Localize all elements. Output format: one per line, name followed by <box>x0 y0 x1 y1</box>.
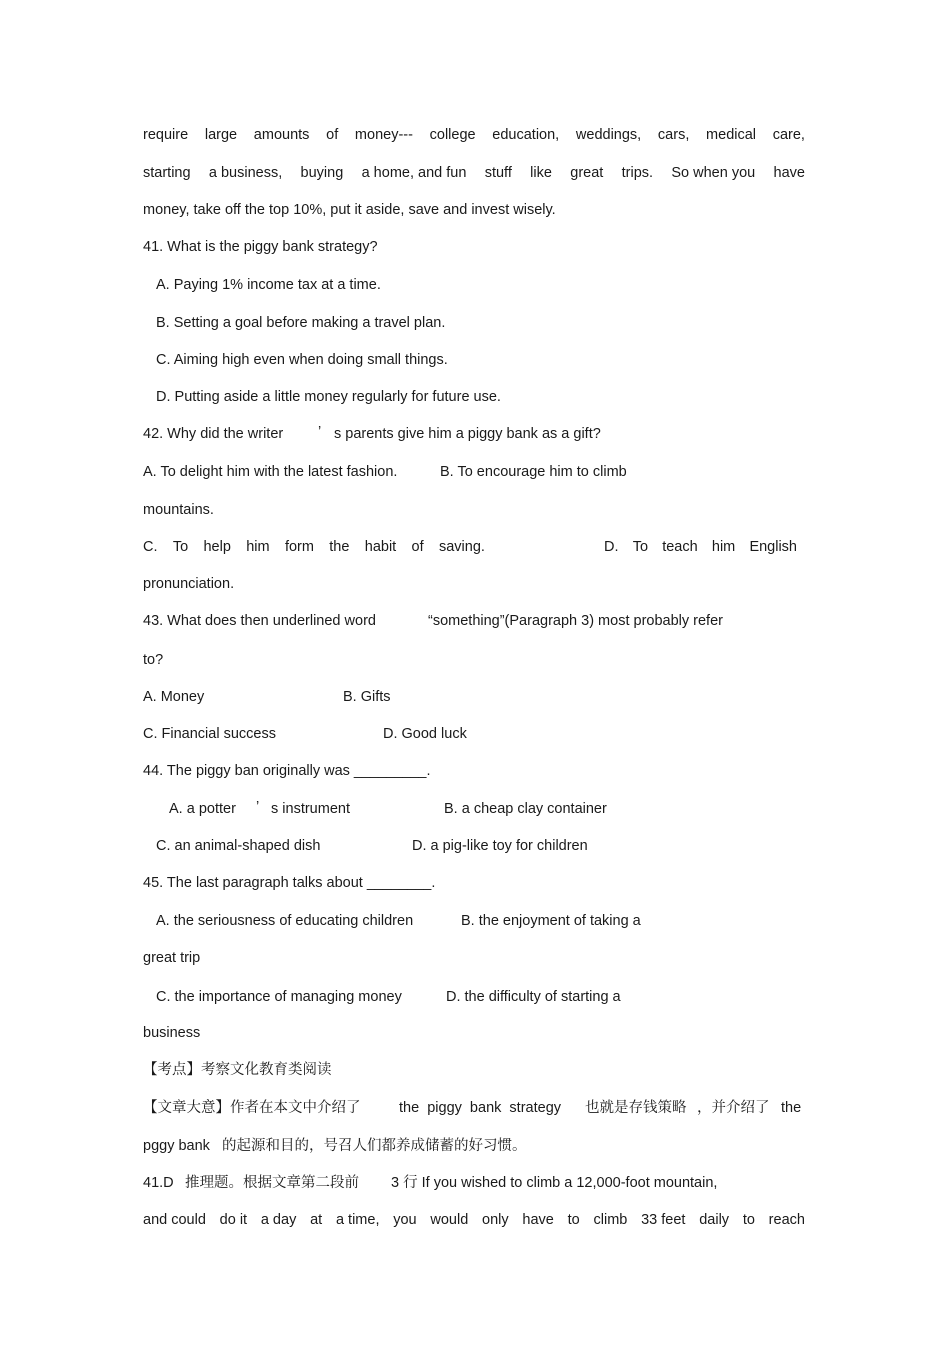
q42-stem-apostrophe: ’ <box>318 424 322 440</box>
answer-41-line2-word-13: to <box>742 1212 755 1228</box>
passage-line-1-word-2: amounts <box>253 127 310 143</box>
passage-line-1 <box>143 125 805 145</box>
q45-option-a: A. the seriousness of educating children <box>156 913 414 929</box>
q43-option-a: A. Money <box>143 689 205 705</box>
answer-41-line2-word-2: a day <box>260 1212 297 1228</box>
q41-option-d: D. Putting aside a little money regularly for future use. <box>156 389 501 405</box>
passage-line-2 <box>143 163 805 183</box>
q42-option-d-word-0: D. <box>604 539 619 555</box>
analysis-summary-part3: 也就是存钱策略 <box>585 1100 687 1116</box>
q42-option-c-word-2: help <box>203 539 231 555</box>
passage-line-2-word-0: starting <box>143 165 191 181</box>
passage-line-1-word-3: of <box>326 127 339 143</box>
passage-line-2-word-1: a business, <box>208 165 283 181</box>
passage-line-1-word-0: require <box>143 127 189 143</box>
q42-option-b-continued: mountains. <box>143 502 214 518</box>
q43-stem-continued: to? <box>143 652 164 668</box>
answer-41-line2-word-0: and could <box>143 1212 206 1228</box>
q42-option-a: A. To delight him with the latest fashion. <box>143 464 398 480</box>
q43-option-c: C. Financial success <box>143 726 276 742</box>
passage-line-1-word-1: large <box>204 127 238 143</box>
answer-41-label: 41.D <box>143 1175 174 1191</box>
passage-line-2-word-6: great <box>570 165 604 181</box>
passage-line-2-word-2: buying <box>300 165 344 181</box>
q45-option-d: D. the difficulty of starting a <box>446 989 621 1005</box>
passage-line-2-word-3: a home, and fun <box>361 165 467 181</box>
answer-41-line2-word-5: you <box>393 1212 417 1228</box>
q41-option-b: B. Setting a goal before making a travel plan. <box>156 315 446 331</box>
q42-option-d-word-2: teach <box>662 539 698 555</box>
q44-option-a-part2: s instrument <box>271 801 350 817</box>
analysis-summary-part2: the piggy bank strategy <box>399 1100 562 1116</box>
q45-option-d-continued: business <box>143 1025 201 1041</box>
q42-option-d-word-1: To <box>632 539 649 555</box>
q42-option-c-word-4: form <box>284 539 314 555</box>
answer-41-line2-word-1: do it <box>219 1212 248 1228</box>
answer-41-line2-word-6: would <box>430 1212 469 1228</box>
q42-option-c-word-8: saving. <box>438 539 485 555</box>
q42-option-b: B. To encourage him to climb <box>440 464 627 480</box>
q42-option-d-word-4: English <box>749 539 797 555</box>
analysis-summary-part4: ，并介绍了 <box>697 1100 770 1116</box>
answer-41-type: 推理题。根据文章第二段前 <box>185 1175 359 1191</box>
passage-line-1-word-5: college <box>429 127 476 143</box>
analysis-summary-line2-part1: pggy bank <box>143 1138 210 1154</box>
q42-option-c-word-5: the <box>329 539 350 555</box>
answer-41-line2-word-7: only <box>482 1212 509 1228</box>
passage-line-1-word-10: care, <box>772 127 805 143</box>
q43-stem-part2: “something”(Paragraph 3) most probably refer <box>428 613 723 629</box>
answer-41-line2-word-12: daily <box>699 1212 730 1228</box>
passage-line-1-word-9: medical <box>706 127 757 143</box>
q41-stem: 41. What is the piggy bank strategy? <box>143 239 378 255</box>
passage-line-2-word-8: So when you <box>671 165 756 181</box>
q42-option-c-word-0: C. <box>143 539 158 555</box>
passage-line-2-word-9: have <box>773 165 805 181</box>
answer-41-line2-word-11: 33 feet <box>641 1212 686 1228</box>
q41-option-a: A. Paying 1% income tax at a time. <box>156 277 381 293</box>
passage-line-2-word-5: like <box>530 165 552 181</box>
q44-option-a-part1: A. a potter <box>169 801 236 817</box>
q42-option-c <box>143 537 485 557</box>
q42-stem-part2: s parents give him a piggy bank as a gift? <box>334 426 601 442</box>
answer-41-line2-word-10: climb <box>593 1212 628 1228</box>
passage-line-1-word-8: cars, <box>657 127 690 143</box>
q42-option-c-word-1: To <box>172 539 189 555</box>
q42-option-d <box>604 537 797 557</box>
q44-stem: 44. The piggy ban originally was _________. <box>143 763 431 779</box>
q42-option-c-word-6: habit <box>364 539 397 555</box>
q43-option-b: B. Gifts <box>343 689 391 705</box>
q44-option-b: B. a cheap clay container <box>444 801 607 817</box>
q44-option-d: D. a pig-like toy for children <box>412 838 588 854</box>
q42-option-c-word-7: of <box>411 539 424 555</box>
q44-option-c: C. an animal-shaped dish <box>156 838 321 854</box>
q41-option-c: C. Aiming high even when doing small things. <box>156 352 448 368</box>
answer-41-line2-word-8: have <box>522 1212 554 1228</box>
passage-line-3: money, take off the top 10%, put it aside, save and invest wisely. <box>143 202 556 218</box>
q42-option-c-word-3: him <box>246 539 270 555</box>
answer-41-line2-word-14: reach <box>768 1212 805 1228</box>
q42-stem-part1: 42. Why did the writer <box>143 426 284 442</box>
q42-option-d-continued: pronunciation. <box>143 576 235 592</box>
passage-line-2-word-7: trips. <box>621 165 654 181</box>
q43-stem-part1: 43. What does then underlined word <box>143 613 376 629</box>
passage-line-1-word-7: weddings, <box>575 127 642 143</box>
q45-option-b: B. the enjoyment of taking a <box>461 913 641 929</box>
answer-41-line2-word-9: to <box>567 1212 580 1228</box>
q42-option-d-word-3: him <box>711 539 736 555</box>
passage-line-2-word-4: stuff <box>484 165 512 181</box>
analysis-summary-part1: 【文章大意】作者在本文中介绍了 <box>143 1100 361 1116</box>
answer-41-line2 <box>143 1210 805 1230</box>
analysis-kaodian: 【考点】考察文化教育类阅读 <box>143 1062 332 1078</box>
q45-option-c: C. the importance of managing money <box>156 989 402 1005</box>
answer-41-quote: 3 行 If you wished to climb a 12,000-foot mountain, <box>391 1175 718 1191</box>
analysis-summary-line2-part2: 的起源和目的，号召人们都养成储蓄的好习惯。 <box>222 1138 527 1154</box>
passage-line-1-word-6: education, <box>492 127 560 143</box>
q43-option-d: D. Good luck <box>383 726 467 742</box>
analysis-summary-part5: the <box>781 1100 802 1116</box>
q45-stem: 45. The last paragraph talks about ________. <box>143 875 436 891</box>
answer-41-line2-word-4: a time, <box>335 1212 380 1228</box>
answer-41-line2-word-3: at <box>310 1212 323 1228</box>
passage-line-1-word-4: money--- <box>354 127 413 143</box>
q44-option-a-apostrophe: ’ <box>256 799 260 815</box>
q45-option-b-continued: great trip <box>143 950 201 966</box>
